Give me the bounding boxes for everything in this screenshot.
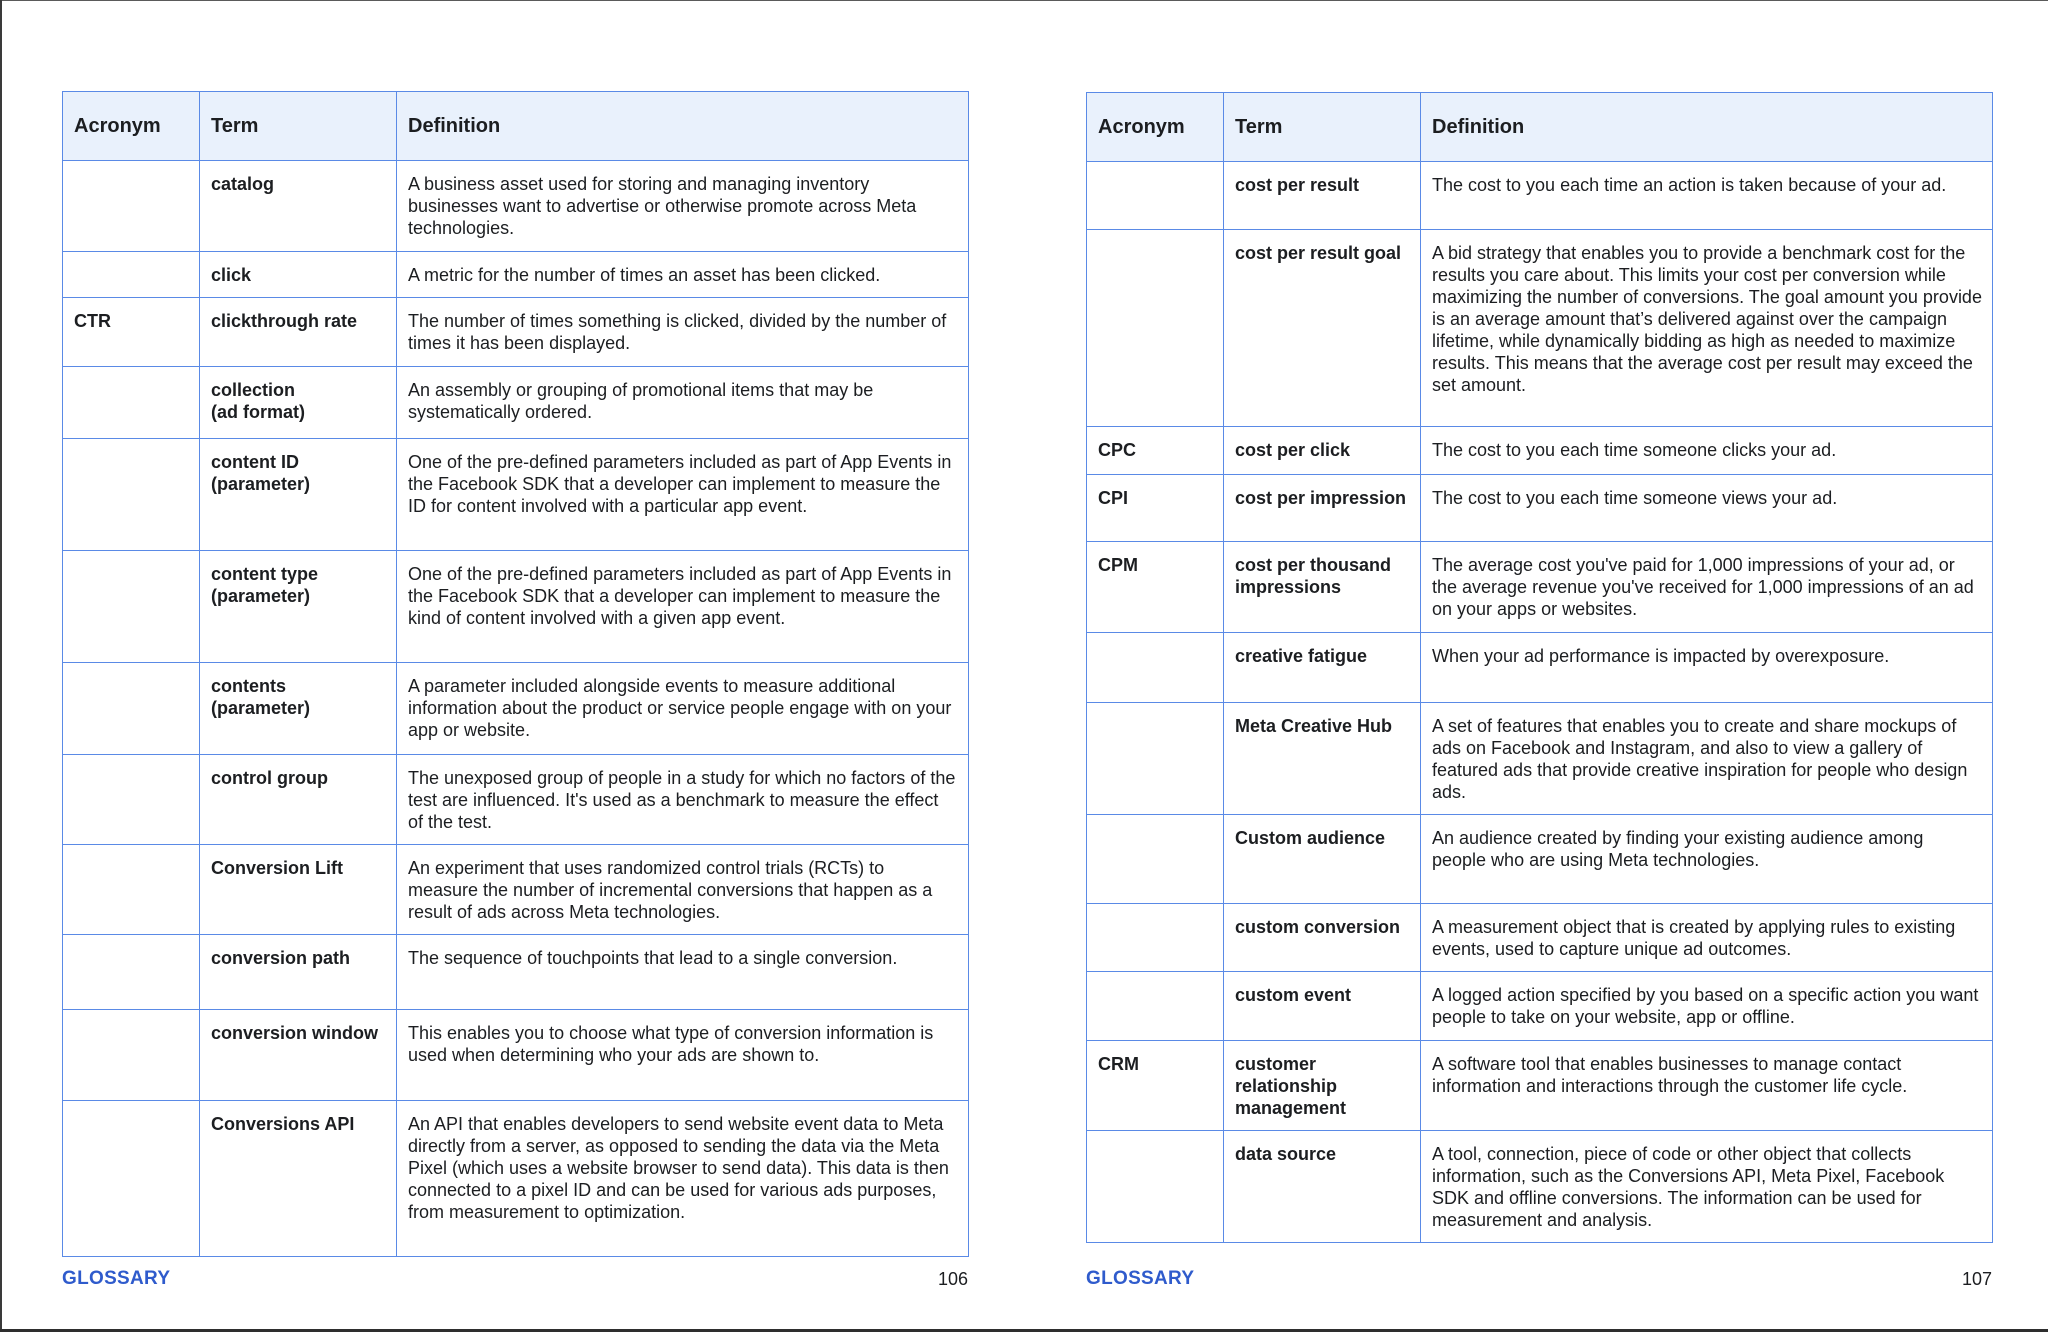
glossary-row xyxy=(63,551,969,663)
definition-cell: An assembly or grouping of promotional items that may be systematically ordered. xyxy=(397,367,969,439)
acronym-cell xyxy=(63,367,200,439)
term-cell: custom event xyxy=(1224,972,1421,1041)
glossary-page-left xyxy=(62,0,968,1329)
glossary-row xyxy=(63,367,969,439)
term-cell: conversion path xyxy=(200,935,397,1010)
definition-cell: An audience created by finding your existing audience among people who are using Meta technologies. xyxy=(1421,815,1993,904)
column-header-acronym: Acronym xyxy=(63,92,200,161)
term-cell: cost per result goal xyxy=(1224,230,1421,427)
acronym-cell xyxy=(1087,815,1224,904)
glossary-row xyxy=(63,439,969,551)
acronym-cell xyxy=(63,1010,200,1101)
column-header-acronym: Acronym xyxy=(1087,93,1224,162)
definition-cell: One of the pre-defined parameters included as part of App Events in the Facebook SDK that a developer can implement to measure the ID for content involved with a particular app event. xyxy=(397,439,969,551)
acronym-cell: CTR xyxy=(63,298,200,367)
column-header-definition: Definition xyxy=(1421,93,1993,162)
term-cell: data source xyxy=(1224,1131,1421,1243)
footer-section-label: GLOSSARY xyxy=(1086,1268,1195,1289)
definition-cell: A measurement object that is created by applying rules to existing events, used to capture unique ad outcomes. xyxy=(1421,904,1993,972)
column-header-term: Term xyxy=(1224,93,1421,162)
definition-cell: The sequence of touchpoints that lead to a single conversion. xyxy=(397,935,969,1010)
definition-cell: The number of times something is clicked, divided by the number of times it has been displayed. xyxy=(397,298,969,367)
definition-cell: A logged action specified by you based on a specific action you want people to take on your website, app or offline. xyxy=(1421,972,1993,1041)
glossary-row xyxy=(1087,162,1993,230)
term-cell: clickthrough rate xyxy=(200,298,397,367)
acronym-cell xyxy=(63,551,200,663)
term-cell: cost per click xyxy=(1224,427,1421,475)
acronym-cell: CPC xyxy=(1087,427,1224,475)
term-cell: custom conversion xyxy=(1224,904,1421,972)
column-header-definition: Definition xyxy=(397,92,969,161)
glossary-row xyxy=(1087,427,1993,475)
acronym-cell xyxy=(63,845,200,935)
glossary-row xyxy=(1087,815,1993,904)
acronym-cell: CRM xyxy=(1087,1041,1224,1131)
term-cell: Meta Creative Hub xyxy=(1224,703,1421,815)
definition-cell: A parameter included alongside events to measure additional information about the product or service people engage with on your app or website. xyxy=(397,663,969,755)
definition-cell: A set of features that enables you to create and share mockups of ads on Facebook and Instagram, and also to view a gallery of featured ads that provide creative inspiration for people who design ads. xyxy=(1421,703,1993,815)
footer-section-label: GLOSSARY xyxy=(62,1268,171,1289)
footer-page-number: 106 xyxy=(937,1269,968,1289)
glossary-row xyxy=(1087,633,1993,703)
acronym-cell: CPM xyxy=(1087,542,1224,633)
glossary-row xyxy=(63,663,969,755)
term-cell: Conversions API xyxy=(200,1101,397,1257)
definition-cell: A business asset used for storing and managing inventory businesses want to advertise or otherwise promote across Meta technologies. xyxy=(397,161,969,252)
acronym-cell xyxy=(1087,904,1224,972)
definition-cell: The cost to you each time someone views your ad. xyxy=(1421,475,1993,542)
definition-cell: The cost to you each time an action is taken because of your ad. xyxy=(1421,162,1993,230)
definition-cell: The unexposed group of people in a study for which no factors of the test are influenced. It's used as a benchmark to measure the effect of the test. xyxy=(397,755,969,845)
glossary-row xyxy=(63,935,969,1010)
acronym-cell xyxy=(1087,1131,1224,1243)
term-cell: cost per thousand impressions xyxy=(1224,542,1421,633)
glossary-row xyxy=(1087,542,1993,633)
definition-cell: A tool, connection, piece of code or other object that collects information, such as the Conversions API, Meta Pixel, Facebook SDK and offline conversions. The information can be used for measurement and analysis. xyxy=(1421,1131,1993,1243)
term-cell: click xyxy=(200,252,397,298)
term-cell: control group xyxy=(200,755,397,845)
definition-cell: An experiment that uses randomized control trials (RCTs) to measure the number of incremental conversions that happen as a result of ads across Meta technologies. xyxy=(397,845,969,935)
acronym-cell xyxy=(63,755,200,845)
acronym-cell xyxy=(63,161,200,252)
window-frame-left xyxy=(0,0,2,1332)
glossary-row xyxy=(63,1101,969,1257)
acronym-cell xyxy=(63,663,200,755)
acronym-cell xyxy=(1087,230,1224,427)
term-cell: collection (ad format) xyxy=(200,367,397,439)
term-cell: content ID (parameter) xyxy=(200,439,397,551)
glossary-row xyxy=(1087,1131,1993,1243)
glossary-row xyxy=(63,252,969,298)
table-header-row xyxy=(1087,93,1993,162)
glossary-table xyxy=(1086,92,1993,1243)
glossary-row xyxy=(1087,904,1993,972)
term-cell: Conversion Lift xyxy=(200,845,397,935)
definition-cell: This enables you to choose what type of conversion information is used when determining who your ads are shown to. xyxy=(397,1010,969,1101)
acronym-cell xyxy=(1087,703,1224,815)
definition-cell: When your ad performance is impacted by overexposure. xyxy=(1421,633,1993,703)
term-cell: cost per result xyxy=(1224,162,1421,230)
definition-cell: A bid strategy that enables you to provide a benchmark cost for the results you care about. This limits your cost per conversion while maximizing the number of conversions. The goal amount you provide is an average amount that’s delivered against over the campaign lifetime, while dynamically bidding as high as needed to maximize results. This means that the average cost per result may exceed the set amount. xyxy=(1421,230,1993,427)
definition-cell: An API that enables developers to send website event data to Meta directly from a server, as opposed to sending the data via the Meta Pixel (which uses a website browser to send data). This data is then connected to a pixel ID and can be used for various ads purposes, from measurement to optimization. xyxy=(397,1101,969,1257)
term-cell: creative fatigue xyxy=(1224,633,1421,703)
acronym-cell xyxy=(63,439,200,551)
glossary-row xyxy=(1087,703,1993,815)
term-cell: content type (parameter) xyxy=(200,551,397,663)
term-cell: contents (parameter) xyxy=(200,663,397,755)
definition-cell: A metric for the number of times an asset has been clicked. xyxy=(397,252,969,298)
acronym-cell xyxy=(63,252,200,298)
definition-cell: One of the pre-defined parameters included as part of App Events in the Facebook SDK that a developer can implement to measure the kind of content involved with a given app event. xyxy=(397,551,969,663)
term-cell: catalog xyxy=(200,161,397,252)
glossary-row xyxy=(63,755,969,845)
footer-page-number: 107 xyxy=(1961,1269,1992,1289)
acronym-cell xyxy=(1087,972,1224,1041)
glossary-row xyxy=(1087,475,1993,542)
definition-cell: The average cost you've paid for 1,000 impressions of your ad, or the average revenue you've received for 1,000 impressions of an ad on your apps or websites. xyxy=(1421,542,1993,633)
glossary-row xyxy=(63,161,969,252)
column-header-term: Term xyxy=(200,92,397,161)
glossary-row xyxy=(1087,230,1993,427)
term-cell: cost per impression xyxy=(1224,475,1421,542)
glossary-row xyxy=(1087,1041,1993,1131)
acronym-cell xyxy=(63,1101,200,1257)
acronym-cell: CPI xyxy=(1087,475,1224,542)
glossary-row xyxy=(63,298,969,367)
glossary-row xyxy=(63,845,969,935)
table-header-row xyxy=(63,92,969,161)
acronym-cell xyxy=(1087,633,1224,703)
glossary-row xyxy=(63,1010,969,1101)
definition-cell: The cost to you each time someone clicks your ad. xyxy=(1421,427,1993,475)
acronym-cell xyxy=(1087,162,1224,230)
glossary-table xyxy=(62,91,969,1257)
glossary-page-right xyxy=(1086,0,1992,1329)
glossary-row xyxy=(1087,972,1993,1041)
acronym-cell xyxy=(63,935,200,1010)
term-cell: Custom audience xyxy=(1224,815,1421,904)
definition-cell: A software tool that enables businesses to manage contact information and interactions through the customer life cycle. xyxy=(1421,1041,1993,1131)
term-cell: customer relationship management xyxy=(1224,1041,1421,1131)
term-cell: conversion window xyxy=(200,1010,397,1101)
